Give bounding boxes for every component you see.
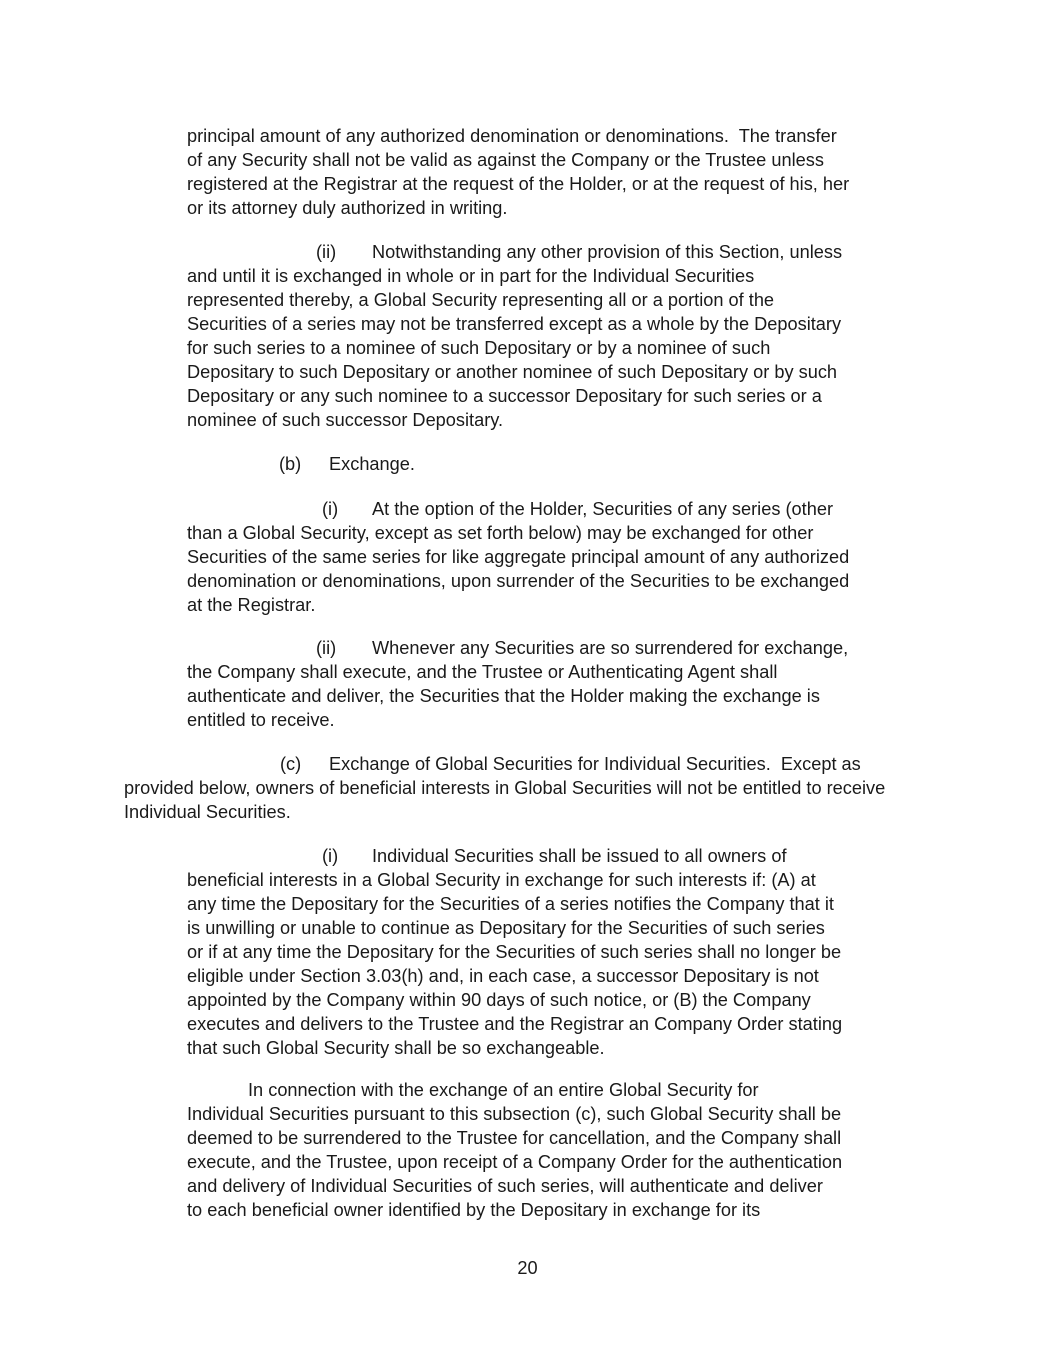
- text-line: beneficial interests in a Global Security in exchange for such interests if: (A) at: [187, 870, 816, 890]
- text-line: principal amount of any authorized denomination or denominations. The transfer: [187, 126, 837, 146]
- text-line: executes and delivers to the Trustee and the Registrar an Company Order stating: [187, 1014, 843, 1034]
- text-line: of any Security shall not be valid as against the Company or the Trustee unless: [187, 150, 824, 170]
- item-label: (i): [322, 846, 339, 866]
- text-line: than a Global Security, except as set forth below) may be exchanged for other: [187, 523, 814, 543]
- text-line: Whenever any Securities are so surrendered for exchange,: [372, 638, 849, 658]
- text-line: authenticate and deliver, the Securities that the Holder making the exchange is: [187, 686, 820, 706]
- section-heading: Exchange.: [329, 454, 415, 474]
- text-line: registered at the Registrar at the request of the Holder, or at the request of his, her: [187, 174, 850, 194]
- text-line: Notwithstanding any other provision of this Section, unless: [372, 242, 843, 262]
- text-line: the Company shall execute, and the Trustee or Authenticating Agent shall: [187, 662, 778, 682]
- text-line: Securities of a series may not be transferred except as a whole by the Depositary: [187, 314, 842, 334]
- text-line: or its attorney duly authorized in writing.: [187, 198, 508, 218]
- text-line: eligible under Section 3.03(h) and, in each case, a successor Depositary is not: [187, 966, 819, 986]
- text-line: In connection with the exchange of an entire Global Security for: [248, 1080, 759, 1100]
- text-line: deemed to be surrendered to the Trustee for cancellation, and the Company shall: [187, 1128, 842, 1148]
- text-line: appointed by the Company within 90 days of such notice, or (B) the Company: [187, 990, 811, 1010]
- item-label: (i): [322, 499, 339, 519]
- text-line: at the Registrar.: [187, 595, 316, 615]
- text-line: Individual Securities shall be issued to all owners of: [372, 846, 787, 866]
- text-line: entitled to receive.: [187, 710, 335, 730]
- item-label: (ii): [316, 638, 337, 658]
- text-line: provided below, owners of beneficial interests in Global Securities will not be entitled to receive: [124, 778, 886, 798]
- text-line: that such Global Security shall be so exchangeable.: [187, 1038, 605, 1058]
- text-line: represented thereby, a Global Security representing all or a portion of the: [187, 290, 775, 310]
- text-line: Individual Securities.: [124, 802, 291, 822]
- text-line: nominee of such successor Depositary.: [187, 410, 504, 430]
- text-line: and delivery of Individual Securities of such series, will authenticate and deliver: [187, 1176, 823, 1196]
- text-line: Securities of the same series for like aggregate principal amount of any authorized: [187, 547, 850, 567]
- text-line: any time the Depositary for the Securities of a series notifies the Company that it: [187, 894, 834, 914]
- text-line: execute, and the Trustee, upon receipt of a Company Order for the authentication: [187, 1152, 843, 1172]
- item-label: (b): [279, 454, 302, 474]
- item-label: (ii): [316, 242, 337, 262]
- text-line: is unwilling or unable to continue as Depositary for the Securities of such series: [187, 918, 825, 938]
- text-line: denomination or denominations, upon surrender of the Securities to be exchanged: [187, 571, 850, 591]
- page-number: 20: [517, 1258, 538, 1278]
- text-line: At the option of the Holder, Securities of any series (other: [372, 499, 834, 519]
- text-line: Depositary or any such nominee to a successor Depositary for such series or a: [187, 386, 822, 406]
- text-line: Exchange of Global Securities for Individual Securities. Except as: [329, 754, 861, 774]
- item-label: (c): [280, 754, 302, 774]
- text-line: or if at any time the Depositary for the Securities of such series shall no longer be: [187, 942, 842, 962]
- text-line: for such series to a nominee of such Depositary or by a nominee of such: [187, 338, 771, 358]
- text-line: to each beneficial owner identified by the Depositary in exchange for its: [187, 1200, 761, 1220]
- text-line: Depositary to such Depositary or another nominee of such Depositary or by such: [187, 362, 838, 382]
- text-line: Individual Securities pursuant to this subsection (c), such Global Security shall be: [187, 1104, 842, 1124]
- text-line: and until it is exchanged in whole or in part for the Individual Securities: [187, 266, 755, 286]
